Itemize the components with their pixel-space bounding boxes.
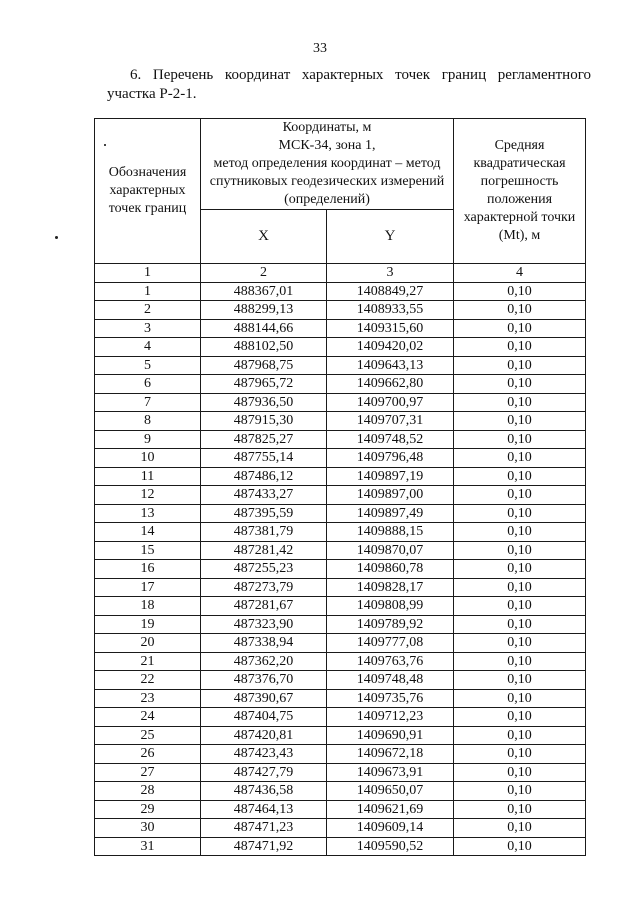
y-coordinate-cell: 1409643,13 (327, 356, 454, 375)
header-error-line: положения (486, 192, 553, 207)
error-cell: 0,10 (454, 763, 586, 782)
table-row (95, 486, 586, 505)
table-row (95, 523, 586, 542)
header-coordinates-line: спутниковых геодезических измерений (209, 174, 445, 189)
error-cell: 0,10 (454, 449, 586, 468)
column-number: 2 (201, 264, 327, 283)
x-coordinate-cell: 487281,67 (201, 597, 327, 616)
table-row (95, 560, 586, 579)
table-body (95, 282, 586, 856)
error-cell: 0,10 (454, 671, 586, 690)
table-row (95, 597, 586, 616)
error-cell: 0,10 (454, 523, 586, 542)
y-coordinate-cell: 1409650,07 (327, 782, 454, 801)
error-cell: 0,10 (454, 412, 586, 431)
header-coordinates-line: (определений) (284, 192, 370, 207)
error-cell: 0,10 (454, 375, 586, 394)
x-coordinate-cell: 487464,13 (201, 800, 327, 819)
point-number-cell: 4 (95, 338, 201, 357)
x-coordinate-cell: 487471,23 (201, 819, 327, 838)
y-coordinate-cell: 1409748,52 (327, 430, 454, 449)
point-number-cell: 10 (95, 449, 201, 468)
y-coordinate-cell: 1409828,17 (327, 578, 454, 597)
x-coordinate-cell: 487436,58 (201, 782, 327, 801)
column-number: 1 (95, 264, 201, 283)
y-coordinate-cell: 1409700,97 (327, 393, 454, 412)
header-error-line: характерной точки (463, 210, 576, 225)
table-row (95, 375, 586, 394)
point-number-cell: 21 (95, 652, 201, 671)
point-number-cell: 14 (95, 523, 201, 542)
error-cell: 0,10 (454, 708, 586, 727)
header-error-line: погрешность (480, 174, 559, 189)
header-error-line: квадратическая (473, 156, 566, 171)
point-number-cell: 8 (95, 412, 201, 431)
point-number-cell: 2 (95, 301, 201, 320)
y-coordinate-cell: 1409609,14 (327, 819, 454, 838)
point-number-cell: 9 (95, 430, 201, 449)
error-cell: 0,10 (454, 837, 586, 856)
x-coordinate-cell: 487273,79 (201, 578, 327, 597)
x-coordinate-cell: 487338,94 (201, 634, 327, 653)
table-row (95, 338, 586, 357)
heading-line-2: участка Р-2-1. (107, 86, 197, 102)
table-row (95, 541, 586, 560)
table-row (95, 837, 586, 856)
header-error-line: Средняя (494, 138, 545, 153)
point-number-cell: 30 (95, 819, 201, 838)
header-coordinates-line: метод определения координат – метод (213, 156, 441, 171)
error-cell: 0,10 (454, 430, 586, 449)
point-number-cell: 28 (95, 782, 201, 801)
table-row (95, 301, 586, 320)
y-coordinate-cell: 1409707,31 (327, 412, 454, 431)
point-number-cell: 23 (95, 689, 201, 708)
point-number-cell: 29 (95, 800, 201, 819)
point-number-cell: 24 (95, 708, 201, 727)
y-coordinate-cell: 1409315,60 (327, 319, 454, 338)
point-number-cell: 16 (95, 560, 201, 579)
error-cell: 0,10 (454, 819, 586, 838)
x-coordinate-cell: 487965,72 (201, 375, 327, 394)
point-number-cell: 22 (95, 671, 201, 690)
table-row (95, 745, 586, 764)
header-designation-line: точек границ (108, 201, 187, 216)
x-coordinate-cell: 487915,30 (201, 412, 327, 431)
error-cell: 0,10 (454, 393, 586, 412)
x-coordinate-cell: 487404,75 (201, 708, 327, 727)
x-coordinate-cell: 487825,27 (201, 430, 327, 449)
error-cell: 0,10 (454, 282, 586, 301)
error-cell: 0,10 (454, 615, 586, 634)
error-cell: 0,10 (454, 319, 586, 338)
y-coordinate-cell: 1409808,99 (327, 597, 454, 616)
y-coordinate-cell: 1409860,78 (327, 560, 454, 579)
error-cell: 0,10 (454, 745, 586, 764)
scan-speck (55, 236, 58, 239)
x-coordinate-cell: 487395,59 (201, 504, 327, 523)
point-number-cell: 5 (95, 356, 201, 375)
header-x: X (201, 210, 327, 264)
x-coordinate-cell: 487936,50 (201, 393, 327, 412)
error-cell: 0,10 (454, 634, 586, 653)
y-coordinate-cell: 1409590,52 (327, 837, 454, 856)
point-number-cell: 6 (95, 375, 201, 394)
y-coordinate-cell: 1409690,91 (327, 726, 454, 745)
header-coordinates-line: МСК-34, зона 1, (278, 138, 376, 153)
header-error (454, 119, 586, 264)
x-coordinate-cell: 487281,42 (201, 541, 327, 560)
point-number-cell: 17 (95, 578, 201, 597)
x-coordinate-cell: 487362,20 (201, 652, 327, 671)
point-number-cell: 19 (95, 615, 201, 634)
table-row (95, 393, 586, 412)
x-coordinate-cell: 487433,27 (201, 486, 327, 505)
error-cell: 0,10 (454, 301, 586, 320)
section-heading (107, 66, 591, 104)
y-coordinate-cell: 1409735,76 (327, 689, 454, 708)
x-coordinate-cell: 488367,01 (201, 282, 327, 301)
y-coordinate-cell: 1409897,00 (327, 486, 454, 505)
point-number-cell: 3 (95, 319, 201, 338)
table-row (95, 412, 586, 431)
table-row (95, 467, 586, 486)
header-designation-line: характерных (109, 183, 186, 198)
error-cell: 0,10 (454, 597, 586, 616)
x-coordinate-cell: 488299,13 (201, 301, 327, 320)
y-coordinate-cell: 1409796,48 (327, 449, 454, 468)
x-coordinate-cell: 487376,70 (201, 671, 327, 690)
table-row (95, 726, 586, 745)
y-coordinate-cell: 1409897,19 (327, 467, 454, 486)
x-coordinate-cell: 487968,75 (201, 356, 327, 375)
column-number: 4 (454, 264, 586, 283)
y-coordinate-cell: 1409662,80 (327, 375, 454, 394)
header-error-line: (Mt), м (498, 228, 541, 243)
y-coordinate-cell: 1409621,69 (327, 800, 454, 819)
error-cell: 0,10 (454, 800, 586, 819)
x-coordinate-cell: 487381,79 (201, 523, 327, 542)
point-number-cell: 25 (95, 726, 201, 745)
point-number-cell: 27 (95, 763, 201, 782)
y-coordinate-cell: 1409897,49 (327, 504, 454, 523)
point-number-cell: 26 (95, 745, 201, 764)
y-coordinate-cell: 1409888,15 (327, 523, 454, 542)
table-row (95, 763, 586, 782)
y-coordinate-cell: 1409777,08 (327, 634, 454, 653)
column-number: 3 (327, 264, 454, 283)
table-row (95, 782, 586, 801)
table-row (95, 356, 586, 375)
y-coordinate-cell: 1409673,91 (327, 763, 454, 782)
table-row (95, 800, 586, 819)
error-cell: 0,10 (454, 467, 586, 486)
table-row (95, 634, 586, 653)
error-cell: 0,10 (454, 356, 586, 375)
error-cell: 0,10 (454, 504, 586, 523)
table-row (95, 671, 586, 690)
table-row (95, 708, 586, 727)
header-y: Y (327, 210, 454, 264)
y-coordinate-cell: 1409789,92 (327, 615, 454, 634)
point-number-cell: 1 (95, 282, 201, 301)
y-coordinate-cell: 1409420,02 (327, 338, 454, 357)
error-cell: 0,10 (454, 689, 586, 708)
error-cell: 0,10 (454, 652, 586, 671)
y-coordinate-cell: 1408933,55 (327, 301, 454, 320)
error-cell: 0,10 (454, 560, 586, 579)
heading-line-1: 6. Перечень координат характерных точек границ регламентного (130, 67, 591, 83)
point-number-cell: 18 (95, 597, 201, 616)
table-row (95, 689, 586, 708)
table-row (95, 615, 586, 634)
error-cell: 0,10 (454, 541, 586, 560)
coordinates-table (94, 118, 586, 856)
header-coordinates-line: Координаты, м (282, 120, 372, 135)
y-coordinate-cell: 1409763,76 (327, 652, 454, 671)
point-number-cell: 31 (95, 837, 201, 856)
table-row (95, 504, 586, 523)
table-row (95, 578, 586, 597)
x-coordinate-cell: 487427,79 (201, 763, 327, 782)
error-cell: 0,10 (454, 726, 586, 745)
point-number-cell: 7 (95, 393, 201, 412)
point-number-cell: 12 (95, 486, 201, 505)
header-designation (95, 119, 201, 264)
point-number-cell: 11 (95, 467, 201, 486)
x-coordinate-cell: 487420,81 (201, 726, 327, 745)
x-coordinate-cell: 487255,23 (201, 560, 327, 579)
header-designation-line: Обозначения (108, 165, 187, 180)
x-coordinate-cell: 488144,66 (201, 319, 327, 338)
y-coordinate-cell: 1409672,18 (327, 745, 454, 764)
point-number-cell: 13 (95, 504, 201, 523)
error-cell: 0,10 (454, 338, 586, 357)
x-coordinate-cell: 487486,12 (201, 467, 327, 486)
column-number-row (95, 264, 586, 283)
table-row (95, 449, 586, 468)
table-row (95, 652, 586, 671)
y-coordinate-cell: 1409712,23 (327, 708, 454, 727)
error-cell: 0,10 (454, 578, 586, 597)
y-coordinate-cell: 1408849,27 (327, 282, 454, 301)
y-coordinate-cell: 1409748,48 (327, 671, 454, 690)
point-number-cell: 20 (95, 634, 201, 653)
y-coordinate-cell: 1409870,07 (327, 541, 454, 560)
point-number-cell: 15 (95, 541, 201, 560)
x-coordinate-cell: 487390,67 (201, 689, 327, 708)
page-number: 33 (313, 41, 327, 56)
table-row (95, 282, 586, 301)
table-row (95, 319, 586, 338)
header-coordinates (201, 119, 454, 210)
table-row (95, 430, 586, 449)
error-cell: 0,10 (454, 486, 586, 505)
error-cell: 0,10 (454, 782, 586, 801)
x-coordinate-cell: 487755,14 (201, 449, 327, 468)
x-coordinate-cell: 487471,92 (201, 837, 327, 856)
table-row (95, 819, 586, 838)
x-coordinate-cell: 487423,43 (201, 745, 327, 764)
x-coordinate-cell: 488102,50 (201, 338, 327, 357)
x-coordinate-cell: 487323,90 (201, 615, 327, 634)
